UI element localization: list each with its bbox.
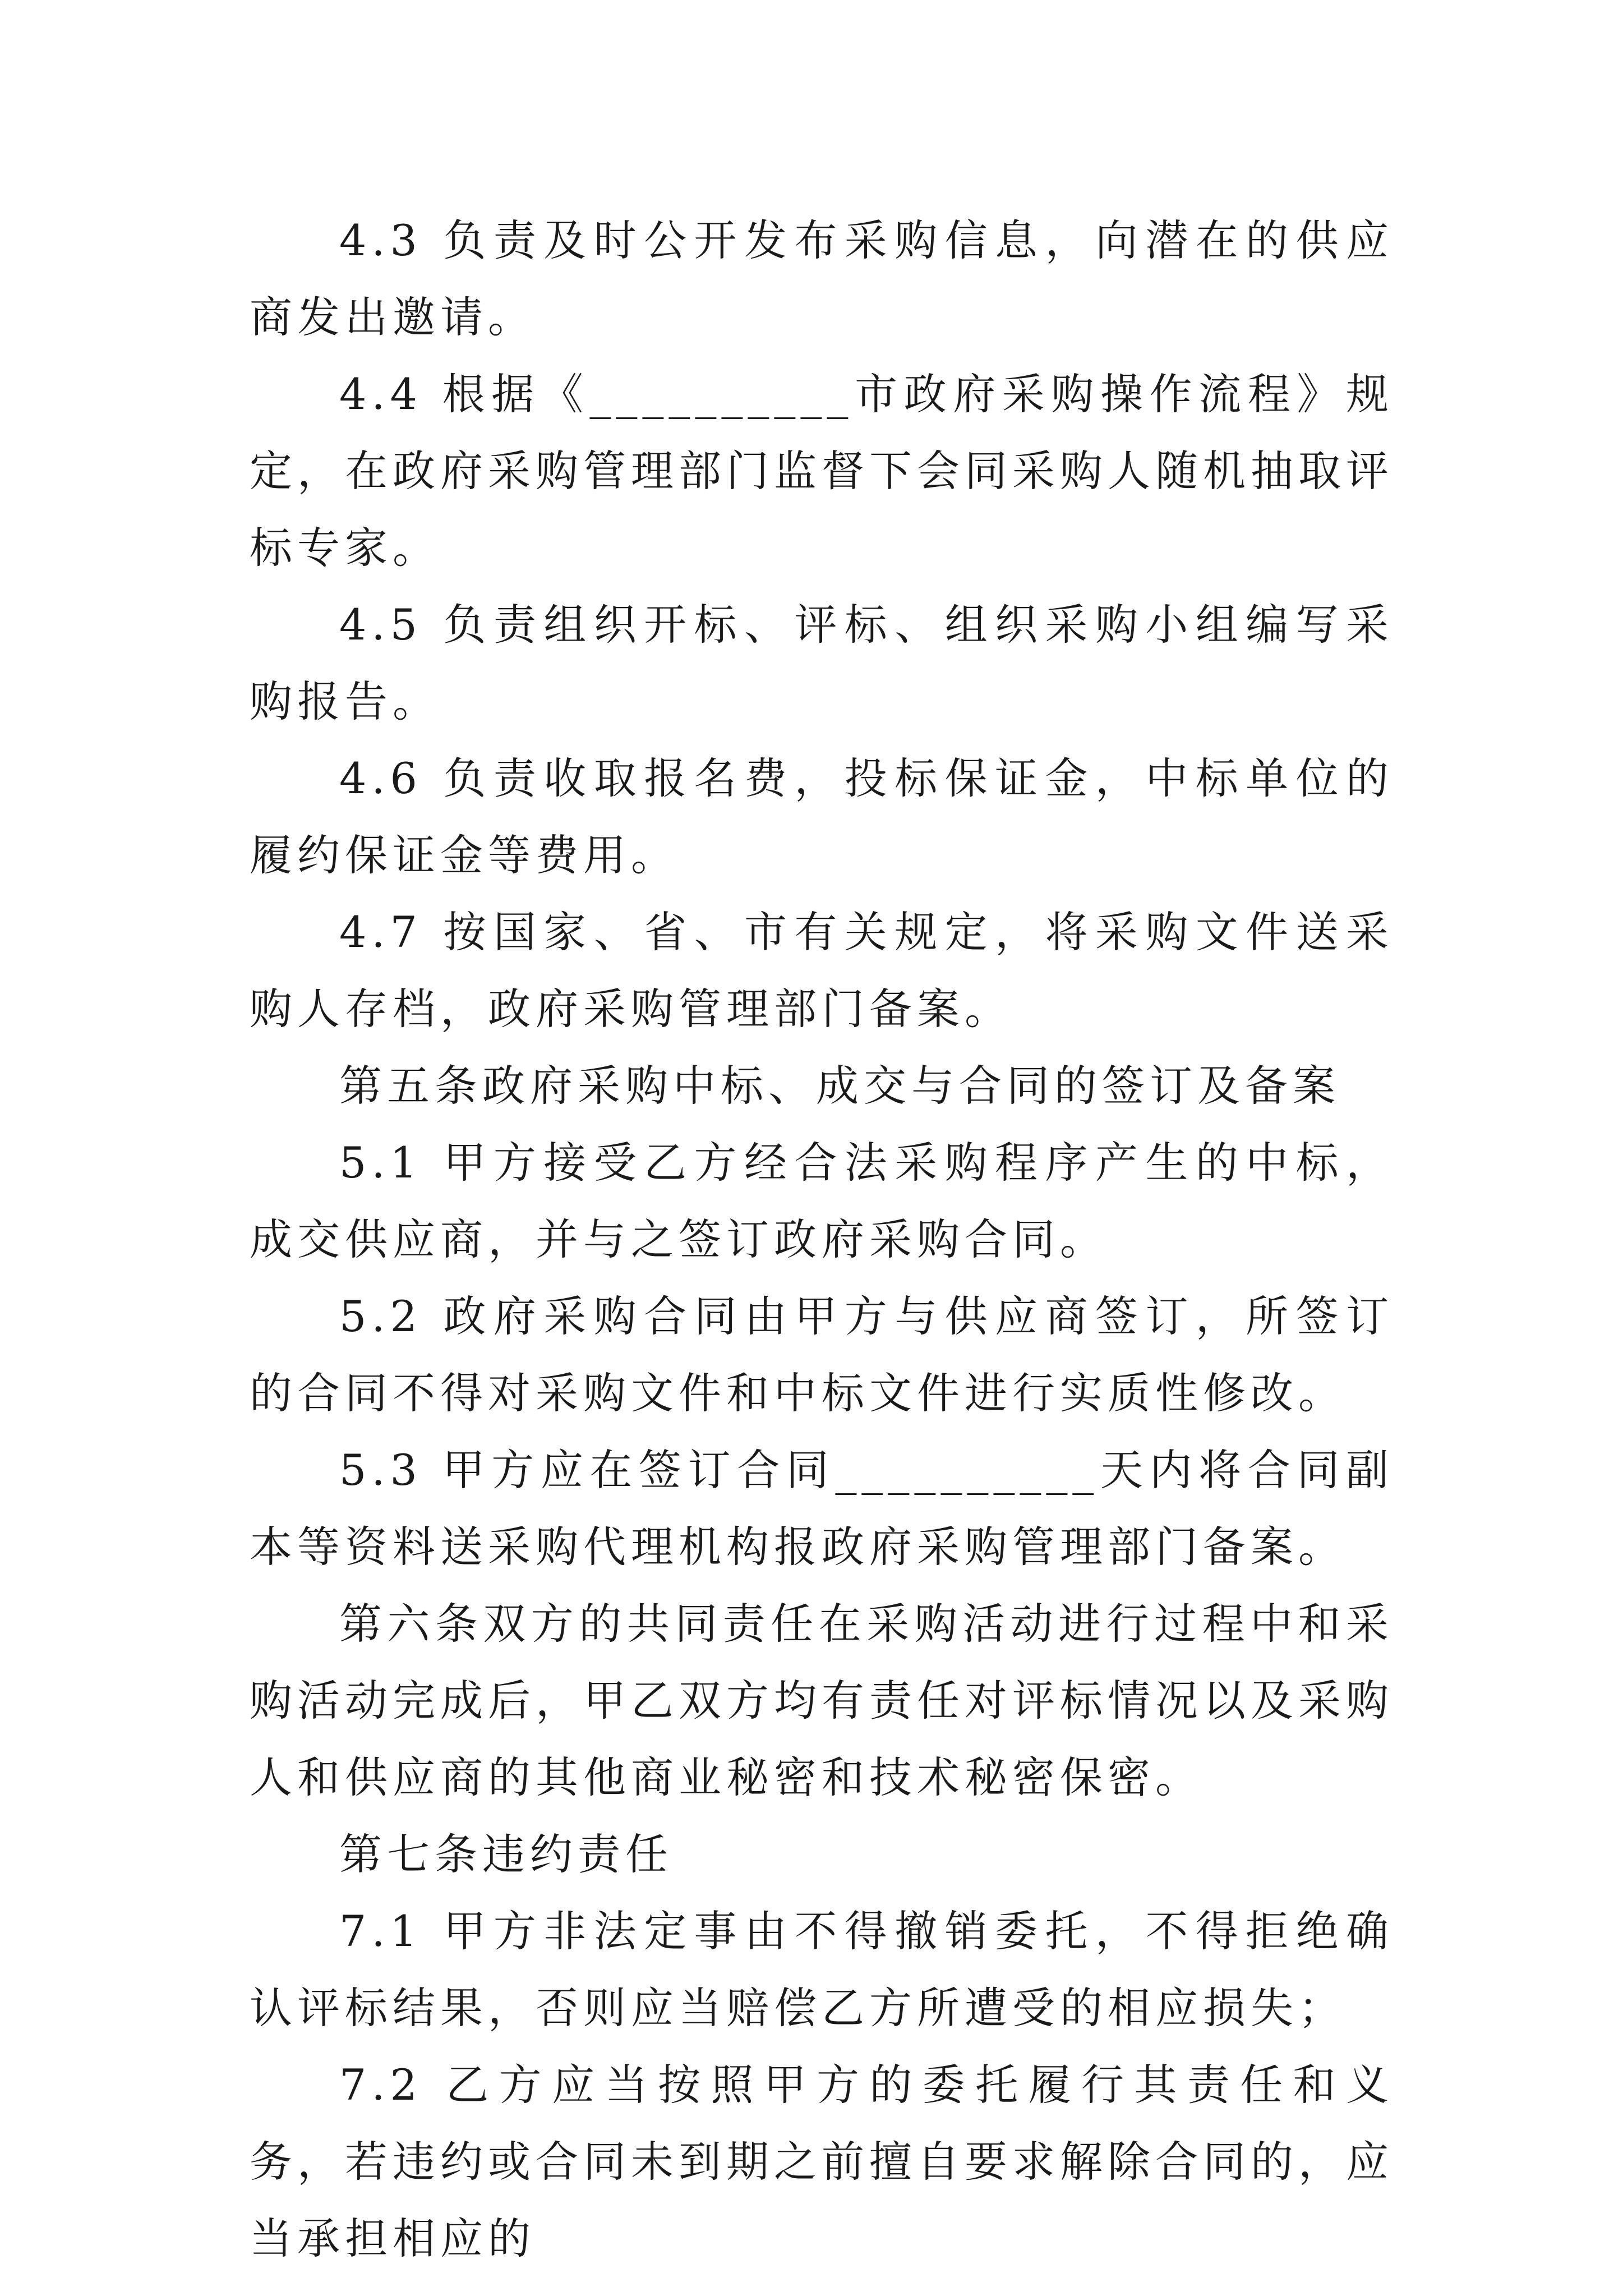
clause-5-2: 5.2 政府采购合同由甲方与供应商签订，所签订的合同不得对采购文件和中标文件进行实质性修改。 (250, 1291, 1394, 1418)
clause-5-3: 5.3 甲方应在签订合同__________天内将合同副本等资料送采购代理机构报政府采购管理部门备案。 (250, 1445, 1394, 1572)
clause-5-1: 5.1 甲方接受乙方经合法采购程序产生的中标，成交供应商，并与之签订政府采购合同。 (250, 1138, 1394, 1264)
article-5-heading: 第五条政府采购中标、成交与合同的签订及备案 (339, 1061, 1340, 1111)
clause-4-6: 4.6 负责收取报名费，投标保证金，中标单位的履约保证金等费用。 (250, 753, 1394, 880)
article-6: 第六条双方的共同责任在采购活动进行过程中和采购活动完成后，甲乙双方均有责任对评标情况以及采购人和供应商的其他商业秘密和技术秘密保密。 (250, 1599, 1394, 1802)
clause-4-4: 4.4 根据《__________市政府采购操作流程》规定，在政府采购管理部门监督下会同采购人随机抽取评标专家。 (250, 369, 1394, 573)
clause-7-2: 7.2 乙方应当按照甲方的委托履行其责任和义务，若违约或合同未到期之前擅自要求解除合同的，应当承担相应的 (250, 2060, 1394, 2263)
clause-7-1: 7.1 甲方非法定事由不得撤销委托，不得拒绝确认评标结果，否则应当赔偿乙方所遭受的相应损失； (250, 1906, 1394, 2033)
clause-4-3: 4.3 负责及时公开发布采购信息，向潜在的供应商发出邀请。 (250, 215, 1394, 342)
clause-4-5: 4.5 负责组织开标、评标、组织采购小组编写采购报告。 (250, 600, 1394, 726)
document-body (250, 202, 1394, 2277)
clause-4-7: 4.7 按国家、省、市有关规定，将采购文件送采购人存档，政府采购管理部门备案。 (250, 907, 1394, 1034)
article-7-heading: 第七条违约责任 (339, 1829, 673, 1879)
